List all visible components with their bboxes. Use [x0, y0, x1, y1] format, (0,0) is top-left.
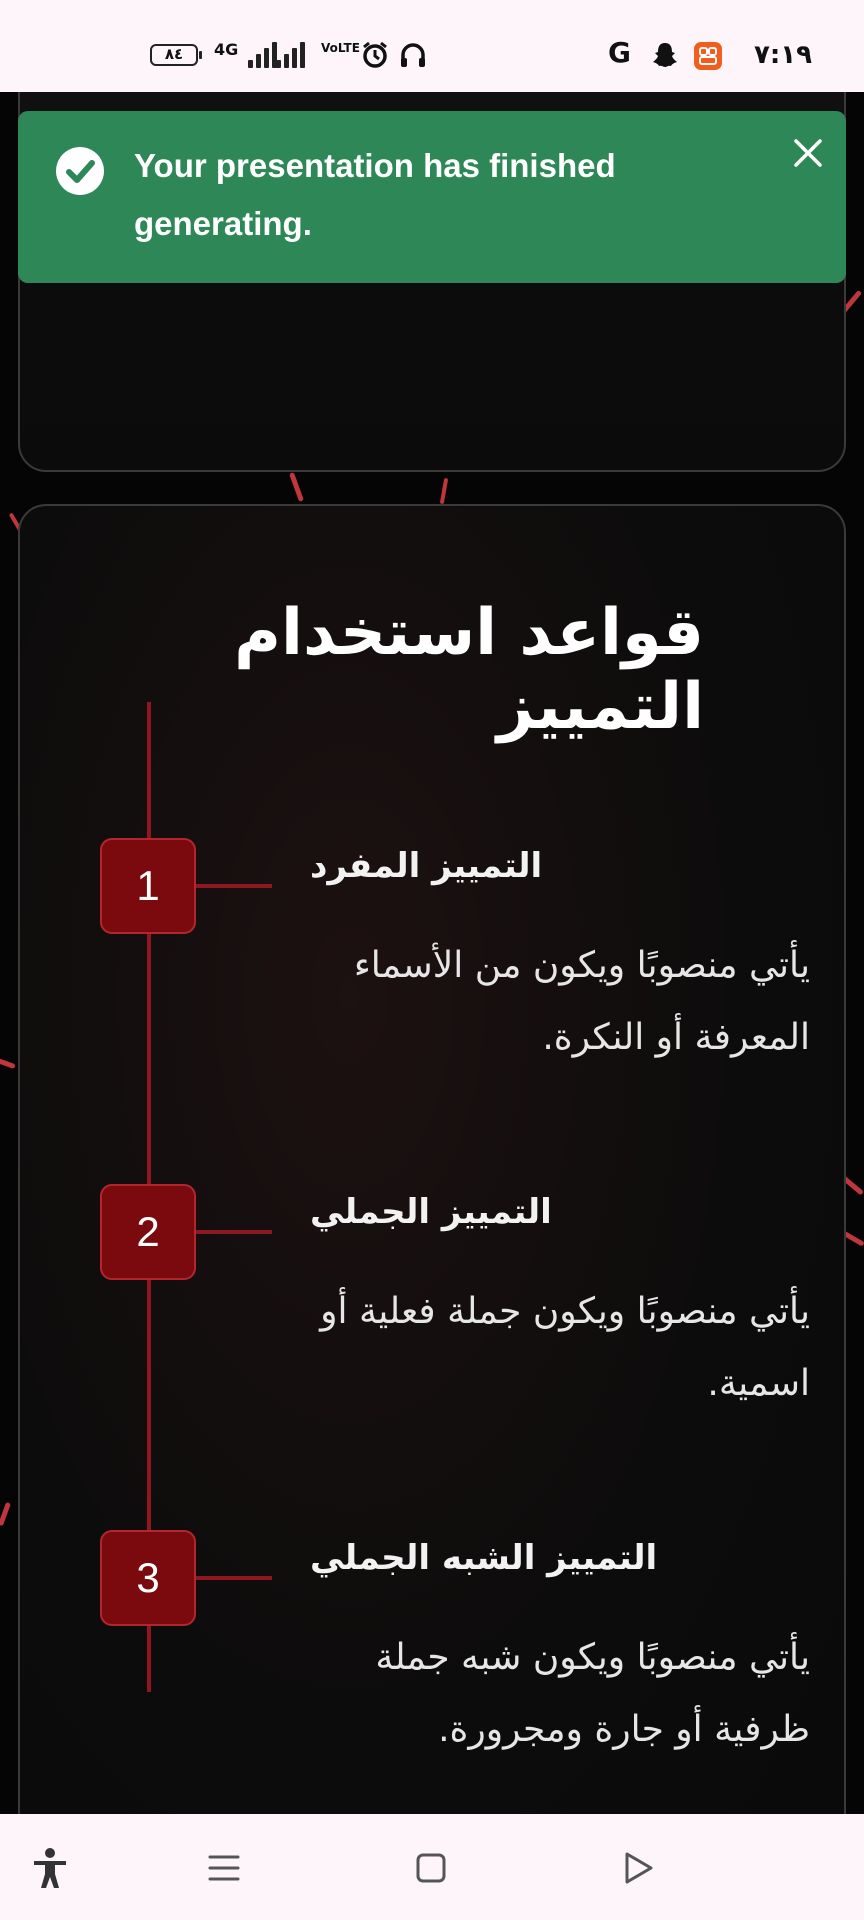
- spark-decoration: [440, 478, 448, 504]
- close-icon[interactable]: [786, 131, 830, 175]
- battery-level: ٨٤: [164, 45, 184, 63]
- alarm-icon: [360, 40, 390, 70]
- timeline-step-2: [20, 1184, 848, 1404]
- clock: ٧:١٩: [754, 40, 813, 70]
- step-title: التمييز المفرد: [310, 846, 543, 886]
- google-icon: G: [608, 36, 631, 69]
- step-description: يأتي منصوبًا ويكون جملة فعلية أو اسمية.: [320, 1291, 810, 1404]
- volte-icon: [321, 41, 360, 55]
- close-button[interactable]: [786, 131, 830, 175]
- step-number: 3: [100, 1530, 196, 1626]
- app-icon: [694, 42, 722, 70]
- step-number: 1: [100, 838, 196, 934]
- spark-decoration: [0, 1057, 16, 1069]
- signal-icon-2: [276, 42, 305, 68]
- step-connector: [196, 1576, 272, 1580]
- toast-message: Your presentation has finished generating.: [134, 147, 616, 242]
- timeline-step-3: [20, 1530, 848, 1750]
- step-description: يأتي منصوبًا ويكون شبه جملة ظرفية أو جارة ومجرورة.: [375, 1637, 810, 1750]
- status-bar: [0, 0, 864, 92]
- navigation-bar: [0, 1814, 864, 1920]
- step-connector: [196, 884, 272, 888]
- timeline-step-1: [20, 838, 848, 1058]
- step-description: يأتي منصوبًا ويكون من الأسماء المعرفة أو النكرة.: [353, 945, 810, 1058]
- step-connector: [196, 1230, 272, 1234]
- slide-card: [18, 504, 846, 1814]
- signal-icon: [248, 42, 277, 68]
- home-icon[interactable]: [407, 1844, 455, 1892]
- step-title: التمييز الشبه الجملي: [310, 1538, 658, 1578]
- accessibility-icon[interactable]: [26, 1844, 74, 1892]
- signal-4g-icon: [214, 40, 238, 59]
- network-type: 4G: [214, 40, 239, 59]
- check-circle-icon: [56, 147, 104, 195]
- back-icon[interactable]: [614, 1844, 662, 1892]
- snapchat-icon: [650, 40, 680, 70]
- battery-icon: [150, 44, 198, 66]
- headphones-icon: [398, 40, 428, 70]
- spark-decoration: [289, 472, 304, 502]
- step-number: 2: [100, 1184, 196, 1280]
- volte-label: VoLTE: [321, 41, 360, 55]
- presentation-view[interactable]: [0, 92, 864, 1814]
- slide-title: قواعد استخدام التمييز: [234, 596, 704, 744]
- step-title: التمييز الجملي: [310, 1192, 552, 1232]
- spark-decoration: [0, 1502, 11, 1526]
- menu-icon[interactable]: [200, 1844, 248, 1892]
- success-toast: [18, 111, 846, 283]
